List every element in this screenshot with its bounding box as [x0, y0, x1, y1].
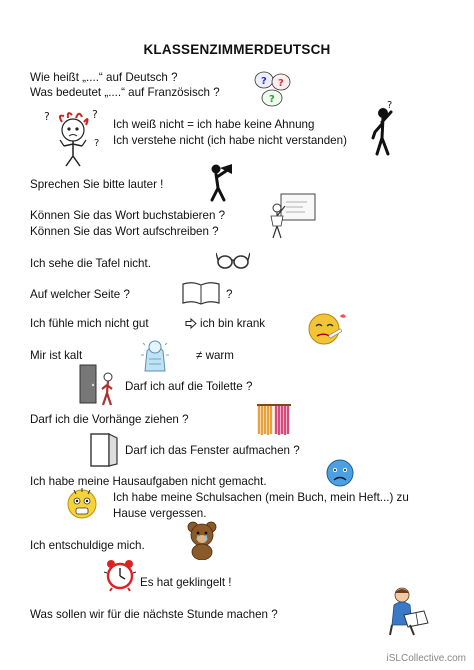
question-bubbles-icon	[252, 68, 292, 108]
watermark: iSLCollective.com	[386, 653, 466, 664]
phrase-line: Mir ist kalt	[30, 349, 83, 362]
arrow-right-icon	[185, 318, 197, 329]
phrase-line: Ich habe meine Schulsachen (mein Buch, mein Heft...) zu	[113, 491, 409, 504]
phrase-line: Ich habe meine Hausaufgaben nicht gemacht.	[30, 475, 267, 488]
phrase-line: Ich entschuldige mich.	[30, 539, 145, 552]
teacher-at-board-icon	[267, 192, 317, 240]
sad-smiley-icon	[325, 458, 355, 488]
svg-text:?: ?	[261, 76, 267, 87]
crying-bear-icon	[186, 520, 218, 560]
phrase-line: Wie heißt „....“ auf Deutsch ?	[30, 71, 178, 84]
phrase-line: Darf ich auf die Toilette ?	[125, 380, 253, 393]
sick-smiley-icon	[306, 310, 350, 346]
phrase-line: Können Sie das Wort buchstabieren ?	[30, 209, 226, 222]
phrase-line: Was sollen wir für die nächste Stunde machen ?	[30, 608, 278, 621]
phrase-line: Können Sie das Wort aufschreiben ?	[30, 225, 219, 238]
svg-text:?: ?	[92, 108, 98, 121]
phrase-line: Ich verstehe nicht (ich habe nicht verstanden)	[113, 134, 347, 147]
svg-text:?: ?	[44, 110, 50, 123]
open-book-icon	[181, 280, 221, 306]
cold-figure-icon	[139, 337, 171, 373]
phrase-line: Ich fühle mich nicht gut	[30, 317, 149, 330]
phrase-line: Was bedeutet „....“ auf Französisch ?	[30, 86, 220, 99]
open-window-icon	[89, 432, 119, 468]
phrase-line: ≠ warm	[196, 349, 234, 362]
phrase-line: Ich sehe die Tafel nicht.	[30, 257, 151, 270]
toilet-door-icon	[76, 363, 122, 407]
alarm-clock-icon	[103, 558, 137, 592]
phrase-line: Auf welcher Seite ?	[30, 288, 130, 301]
student-reading-icon	[388, 585, 432, 637]
svg-text:?: ?	[269, 94, 275, 105]
curtains-icon	[256, 402, 292, 438]
scared-smiley-icon	[66, 486, 98, 520]
phrase-line: ?	[226, 288, 233, 301]
svg-text:?: ?	[278, 78, 284, 89]
svg-text:?: ?	[94, 138, 100, 149]
phrase-line: Sprechen Sie bitte lauter !	[30, 178, 164, 191]
worksheet-title: KLASSENZIMMERDEUTSCH	[143, 42, 331, 57]
confused-person-icon	[42, 106, 104, 168]
phrase-line: Darf ich die Vorhänge ziehen ?	[30, 413, 189, 426]
shrugging-stick-figure-icon	[369, 98, 401, 158]
svg-text:?: ?	[387, 100, 393, 111]
glasses-icon	[216, 249, 250, 271]
shouting-figure-icon	[206, 162, 236, 202]
phrase-line: ich bin krank	[200, 317, 266, 330]
phrase-line: Hause vergessen.	[113, 507, 207, 520]
phrase-line: Ich weiß nicht = ich habe keine Ahnung	[113, 118, 315, 131]
phrase-line: Es hat geklingelt !	[140, 576, 232, 589]
phrase-line: Darf ich das Fenster aufmachen ?	[125, 444, 300, 457]
